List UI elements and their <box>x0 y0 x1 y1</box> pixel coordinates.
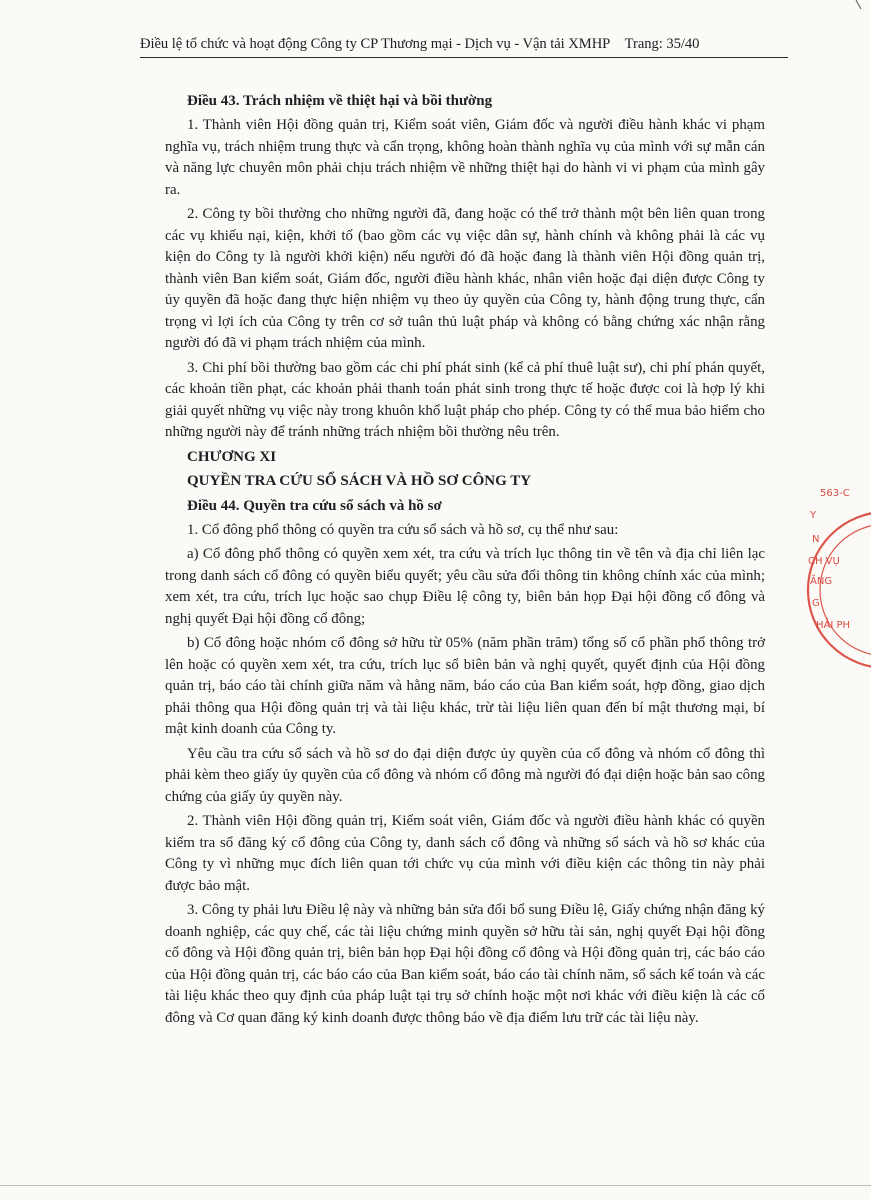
header-divider <box>140 57 788 58</box>
seal-text: 563-C <box>820 488 850 499</box>
article-44-paragraph-2: 2. Thành viên Hội đồng quản trị, Kiểm soát viên, Giám đốc và người điều hành khác có quyền kiểm tra sổ đăng ký cổ đông của Công ty, danh sách cổ đông và những sổ sách và hồ sơ khác của Công ty vì những mục đích liên quan tới chức vụ của mình với điều kiện các thông tin này phải được bảo mật. <box>165 813 765 894</box>
article-44-paragraph-1: 1. Cổ đông phổ thông có quyền tra cứu sổ sách và hồ sơ, cụ thể như sau: <box>187 521 619 538</box>
document-body <box>165 90 765 1029</box>
article-43-heading: Điều 43. Trách nhiệm về thiệt hại và bồi thường <box>187 93 493 109</box>
scan-bottom-edge <box>0 1185 871 1186</box>
seal-text: HẢI PH <box>816 620 851 631</box>
article-43-paragraph-3: 3. Chi phí bồi thường bao gồm các chi phí phát sinh (kể cả phí thuê luật sư), chi phí phán quyết, các khoản tiền phạt, các khoản phải thanh toán phát sinh trong thực tế hoặc được coi là hợp lý khi giải quyết những vụ việc này trong khuôn khổ luật pháp cho phép. Công ty có thể mua bảo hiểm cho những người này để tránh những trách nhiệm bồi thường nêu trên. <box>165 359 765 440</box>
company-seal-stamp <box>806 460 871 720</box>
article-44-item-a: a) Cổ đông phổ thông có quyền xem xét, tra cứu và trích lục thông tin về tên và địa chỉ liên lạc trong danh sách cổ đông có quyền biểu quyết; yêu cầu sửa đổi thông tin không chính xác của mình; xem xét, tra cứu, trích lục hoặc sao chụp Điều lệ công ty, biên bản họp Đại hội đồng cổ đông và nghị quyết Đại hội đồng cổ đông; <box>165 546 765 627</box>
seal-text: ĂNG <box>810 576 833 587</box>
header-title: Điều lệ tổ chức và hoạt động Công ty CP Thương mại - Dịch vụ - Vận tải XMHP <box>140 36 611 52</box>
seal-text: CH VỤ <box>808 556 840 567</box>
scan-mark <box>855 0 863 10</box>
seal-text: Y <box>810 510 817 521</box>
running-header <box>140 36 800 53</box>
article-44-heading: Điều 44. Quyền tra cứu sổ sách và hồ sơ <box>187 497 442 514</box>
article-43-paragraph-2: 2. Công ty bồi thường cho những người đã, đang hoặc có thể trở thành một bên liên quan trong các vụ khiếu nại, kiện, khởi tố (bao gồm các vụ việc dân sự, hành chính và không phải là các vụ kiện do Công ty là người khởi kiện) nếu người đó đã hoặc đang là thành viên Hội đồng quản trị, thành viên Ban kiểm soát, Giám đốc, người điều hành khác, nhân viên hoặc đại diện được Công ty ủy quyền đã hoặc đang thực hiện nhiệm vụ theo ủy quyền của Công ty, hành động trung thực, cẩn trọng vì lợi ích của Công ty trên cơ sở tuân thủ luật pháp và không có bằng chứng xác nhận rằng người đó đã vi phạm trách nhiệm của mình. <box>165 206 765 351</box>
seal-text: G <box>812 598 820 609</box>
article-44-item-b: b) Cổ đông hoặc nhóm cổ đông sở hữu từ 05% (năm phần trăm) tổng số cổ phần phổ thông trở lên hoặc có quyền xem xét, tra cứu, trích lục sổ biên bản và nghị quyết, quyết định của Hội đồng quản trị, báo cáo tài chính giữa năm và hằng năm, báo cáo của Ban kiểm soát, hợp đồng, giao dịch phải thông qua Hội đồng quản trị và tài liệu khác, trừ tài liệu liên quan đến bí mật thương mại, bí mật kinh doanh của Công ty. <box>165 635 765 737</box>
article-44-paragraph-3: 3. Công ty phải lưu Điều lệ này và những bản sửa đổi bổ sung Điều lệ, Giấy chứng nhận đăng ký doanh nghiệp, các quy chế, các tài liệu chứng minh quyền sở hữu tài sản, nghị quyết Đại hội đồng cổ đông và Hội đồng quản trị, biên bản họp Đại hội đồng cổ đông và Hội đồng quản trị, các báo cáo của Hội đồng quản trị, các báo cáo của Ban kiểm soát, báo cáo tài chính năm, sổ sách kế toán và các tài liệu khác theo quy định của pháp luật tại trụ sở chính hoặc một nơi khác với điều kiện là các cổ đông và Cơ quan đăng ký kinh doanh được thông báo về địa điểm lưu trữ các tài liệu này. <box>165 902 765 1026</box>
seal-text: N <box>812 534 820 545</box>
chapter-title: QUYỀN TRA CỨU SỔ SÁCH VÀ HỒ SƠ CÔNG TY <box>187 472 532 489</box>
chapter-number: CHƯƠNG XI <box>187 448 277 465</box>
article-44-proxy-note: Yêu cầu tra cứu sổ sách và hồ sơ do đại diện được ủy quyền của cổ đông và nhóm cổ đông thì phải kèm theo giấy ủy quyền của cổ đông và nhóm cổ đông mà người đó đại diện hoặc bản sao công chứng của giấy ủy quyền này. <box>165 745 765 805</box>
article-43-paragraph-1: 1. Thành viên Hội đồng quản trị, Kiểm soát viên, Giám đốc và người điều hành khác vi phạm nghĩa vụ, trách nhiệm trung thực và cẩn trọng, không hoàn thành nghĩa vụ của mình với sự mẫn cán và năng lực chuyên môn phải chịu trách nhiệm về những thiệt hại do hành vi vi phạm của mình gây ra. <box>165 117 765 198</box>
header-page-number: Trang: 35/40 <box>624 36 700 52</box>
